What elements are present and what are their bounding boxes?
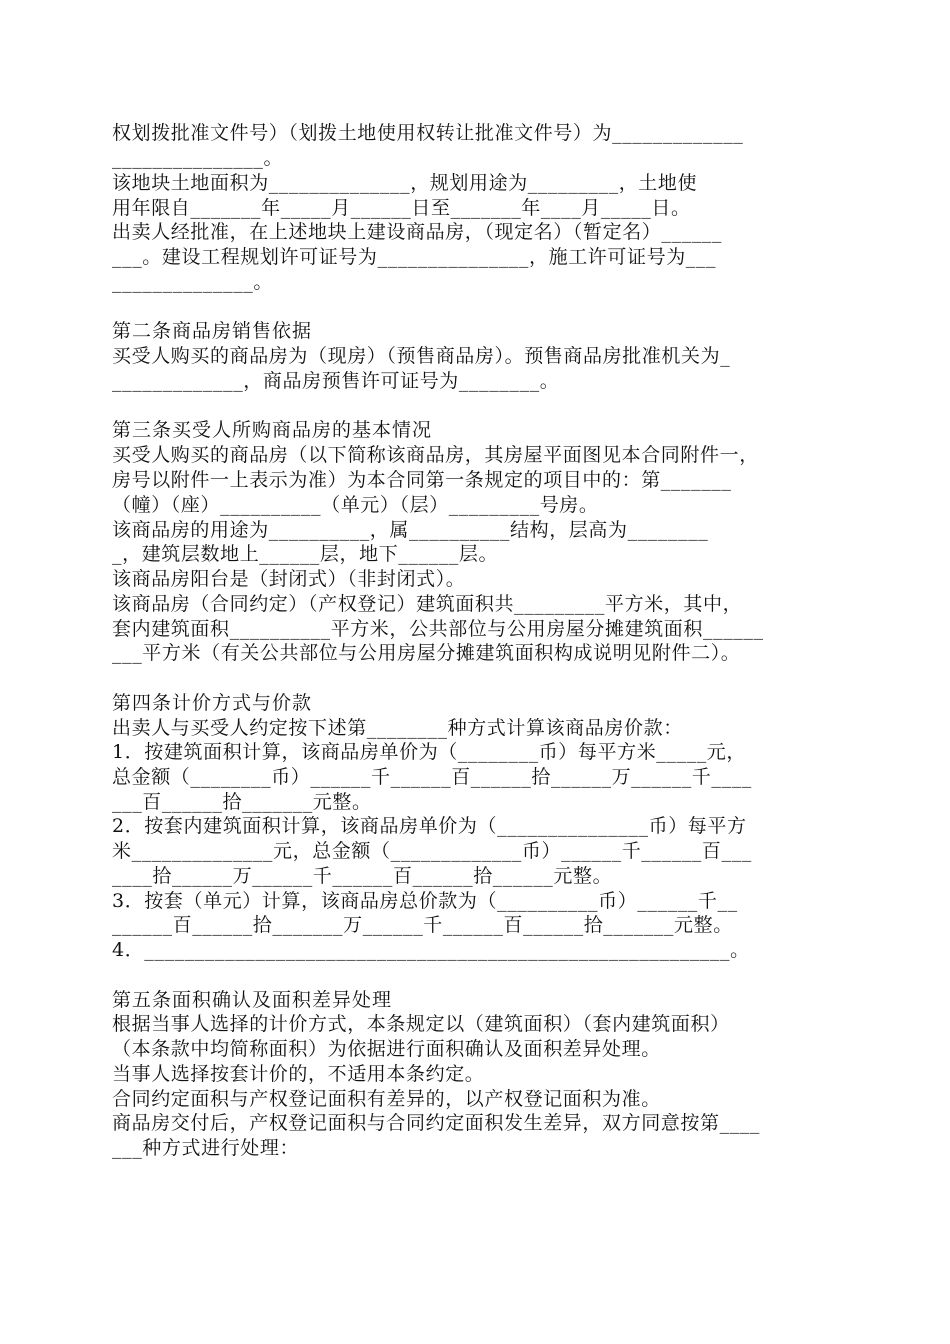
text-line: 合同约定面积与产权登记面积有差异的，以产权登记面积为准。 [112,1088,661,1110]
section-heading-4: 第四条计价方式与价款 [112,692,313,714]
section-heading-3: 第三条买受人所购商品房的基本情况 [112,419,433,441]
text-line: ___平方米（有关公共部位与公用房屋分摊建筑面积构成说明见附件二）。 [112,642,741,664]
text-line: 该商品房（合同约定）（产权登记）建筑面积共_________平方米，其中， [112,593,743,615]
text-line: 套内建筑面积__________平方米，公共部位与公用房屋分摊建筑面积______ [112,618,764,640]
text-line: ______________。 [112,271,273,293]
text-line: _______________。 [112,147,284,169]
text-line: （本条款中均简称面积）为依据进行面积确认及面积差异处理。 [112,1038,661,1060]
text-line: 出卖人经批准，在上述地块上建设商品房，（现定名）（暂定名）______ [112,221,723,243]
text-line: 3．按套（单元）计算，该商品房总价款为（__________币）______千__ [112,890,738,912]
text-line: ___百______拾_______元整。 [112,791,372,813]
text-line: 4．__________________________________________________________。 [112,939,750,961]
text-line: 根据当事人选择的计价方式，本条规定以（建筑面积）（套内建筑面积） [112,1013,730,1035]
text-line: 该商品房的用途为__________，属__________结构，层高为________ [112,519,709,541]
text-line: 2．按套内建筑面积计算，该商品房单价为（_______________币）每平方 [112,815,747,837]
text-line: 该商品房阳台是（封闭式）（非封闭式）。 [112,568,466,590]
text-line: 买受人购买的商品房为（现房）（预售商品房）。预售商品房批准机关为_ [112,345,731,367]
text-line: 房号以附件一上表示为准）为本合同第一条规定的项目中的：第_______ [112,469,732,491]
section-heading-5: 第五条面积确认及面积差异处理 [112,989,393,1011]
text-line: ______百______拾_______万______千______百______拾_______元整。 [112,914,733,936]
text-line: 1．按建筑面积计算，该商品房单价为（________币）每平方米_____元， [112,741,746,763]
text-line: ___。建设工程规划许可证号为_______________，施工许可证号为___ [112,246,717,268]
text-line: 用年限自_______年_____月______日至_______年____月_____日。 [112,197,691,219]
text-line: 权划拨批准文件号）（划拨土地使用权转让批准文件号）为_____________ [112,122,744,144]
text-line: （幢）（座）__________（单元）（层）_________号房。 [112,494,599,516]
text-line: _，建筑层数地上______层，地下______层。 [112,543,499,565]
text-line: 米______________元，总金额（_____________币）______千______百___ [112,840,752,862]
text-line: 出卖人与买受人约定按下述第________种方式计算该商品房价款： [112,717,683,739]
text-line: ____拾______万______千______百______拾______元整。 [112,865,613,887]
text-line: 商品房交付后，产权登记面积与合同约定面积发生差异，双方同意按第____ [112,1112,761,1134]
section-heading-2: 第二条商品房销售依据 [112,320,313,342]
text-line: 当事人选择按套计价的，不适用本条约定。 [112,1063,485,1085]
text-line: ___种方式进行处理： [112,1137,300,1159]
text-line: 买受人购买的商品房（以下简称该商品房，其房屋平面图见本合同附件一， [112,444,759,466]
text-line: 该地块土地面积为______________，规划用途为_________，土地使 [112,172,698,194]
text-line: _____________，商品房预售许可证号为________。 [112,370,560,392]
text-line: 总金额（________币）______千______百______拾______万______千____ [112,766,752,788]
